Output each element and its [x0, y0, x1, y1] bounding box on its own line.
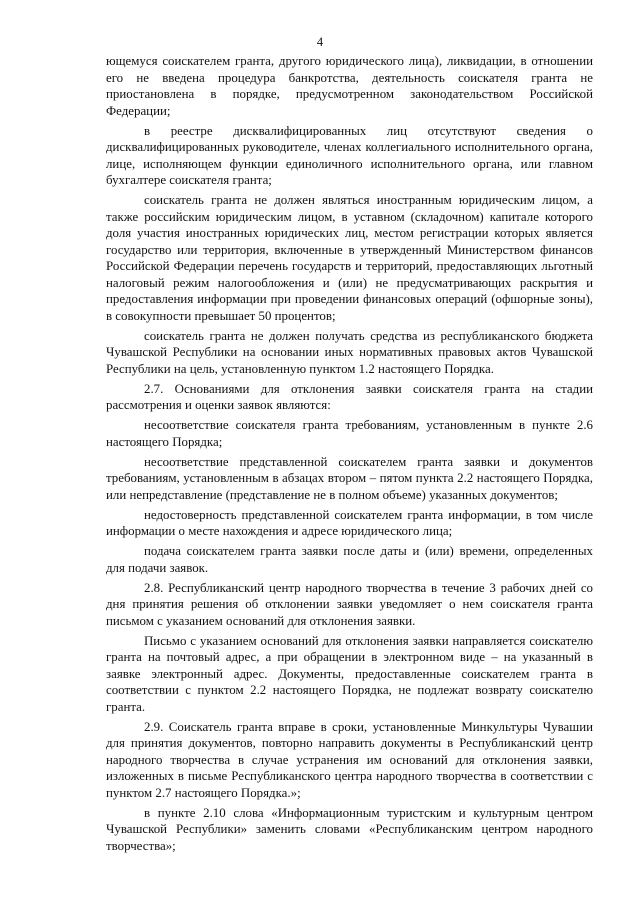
paragraph-late-submission: подача соискателем гранта заявки после даты и (или) времени, определенных для подачи заявок.: [106, 544, 593, 575]
document-body: [106, 53, 593, 858]
paragraph-nonconformity-requirements: несоответствие соискателя гранта требованиям, установленным в пункте 2.6 настоящего Порядка;: [106, 418, 593, 449]
paragraph-continuation: ющемуся соискателем гранта, другого юридического лица), ликвидации, в отношении его не введена процедура банкротства, деятельность соискателя гранта не приостановлена в порядке, предусмотренном законодательством Российской Федерации;: [106, 54, 593, 118]
paragraph-rejection-letter: Письмо с указанием оснований для отклонения заявки направляется соискателю гранта на почтовый адрес, а при обращении в электронном виде – на указанный в заявке электронный адрес. Документы, предоставленные соискателем гранта в соответствии с пунктом 2.2 настоящего Порядка, не подлежат возврату соискателю гранта.: [106, 633, 593, 714]
paragraph-foreign-entity: соискатель гранта не должен являться иностранным юридическим лицом, а также российским юридическим лицом, в уставном (складочном) капитале которого доля участия иностранных юридических лиц, местом регистрации которых является государство или территория, включенные в утвержденный Министерством финансов Российской Федерации перечень государств и территорий, предоставляющих льготный налоговый режим налогообложения и (или) не предусматривающих раскрытия и предоставления информации при проведении финансовых операций (офшорные зоны), в совокупности превышает 50 процентов;: [106, 193, 593, 323]
page-number: 4: [316, 35, 324, 49]
paragraph-disqualified-registry: в реестре дисквалифицированных лиц отсутствуют сведения о дисквалифицированных руководителе, членах коллегиального исполнительного органа, лице, исполняющем функции единоличного исполнительного органа, или главном бухгалтере соискателя гранта;: [106, 123, 593, 187]
paragraph-2-8: 2.8. Республиканский центр народного творчества в течение 3 рабочих дней со дня принятия решения об отклонении заявки уведомляет о нем соискателя гранта письмом с указанием оснований для отклонения заявки.: [106, 580, 593, 628]
paragraph-unreliable-information: недостоверность представленной соискателем гранта информации, в том числе информации о месте нахождения и адресе юридического лица;: [106, 507, 593, 538]
paragraph-2-9: 2.9. Соискатель гранта вправе в сроки, установленные Минкультуры Чувашии для принятия документов, повторно направить документы в Республиканский центр народного творчества в случае устранения им оснований для отклонения заявки, изложенных в письме Республиканского центра народного творчества в соответствии с пунктом 2.7 настоящего Порядка.»;: [106, 719, 593, 800]
paragraph-other-budget-funds: соискатель гранта не должен получать средства из республиканского бюджета Чувашской Республики на основании иных нормативных правовых актов Чувашской Республики на цель, установленную пунктом 1.2 настоящего Порядка.: [106, 328, 593, 376]
paragraph-2-10-amendment: в пункте 2.10 слова «Информационным туристским и культурным центром Чувашской Республики» заменить словами «Республиканским центром народного творчества»;: [106, 805, 593, 853]
paragraph-nonconformity-documents: несоответствие представленной соискателем гранта заявки и документов требованиям, установленным в абзацах втором – пятом пункта 2.2 настоящего Порядка, или непредставление (представление не в полном объеме) указанных документов;: [106, 454, 593, 502]
paragraph-2-7: 2.7. Основаниями для отклонения заявки соискателя гранта на стадии рассмотрения и оценки заявок являются:: [106, 381, 593, 412]
